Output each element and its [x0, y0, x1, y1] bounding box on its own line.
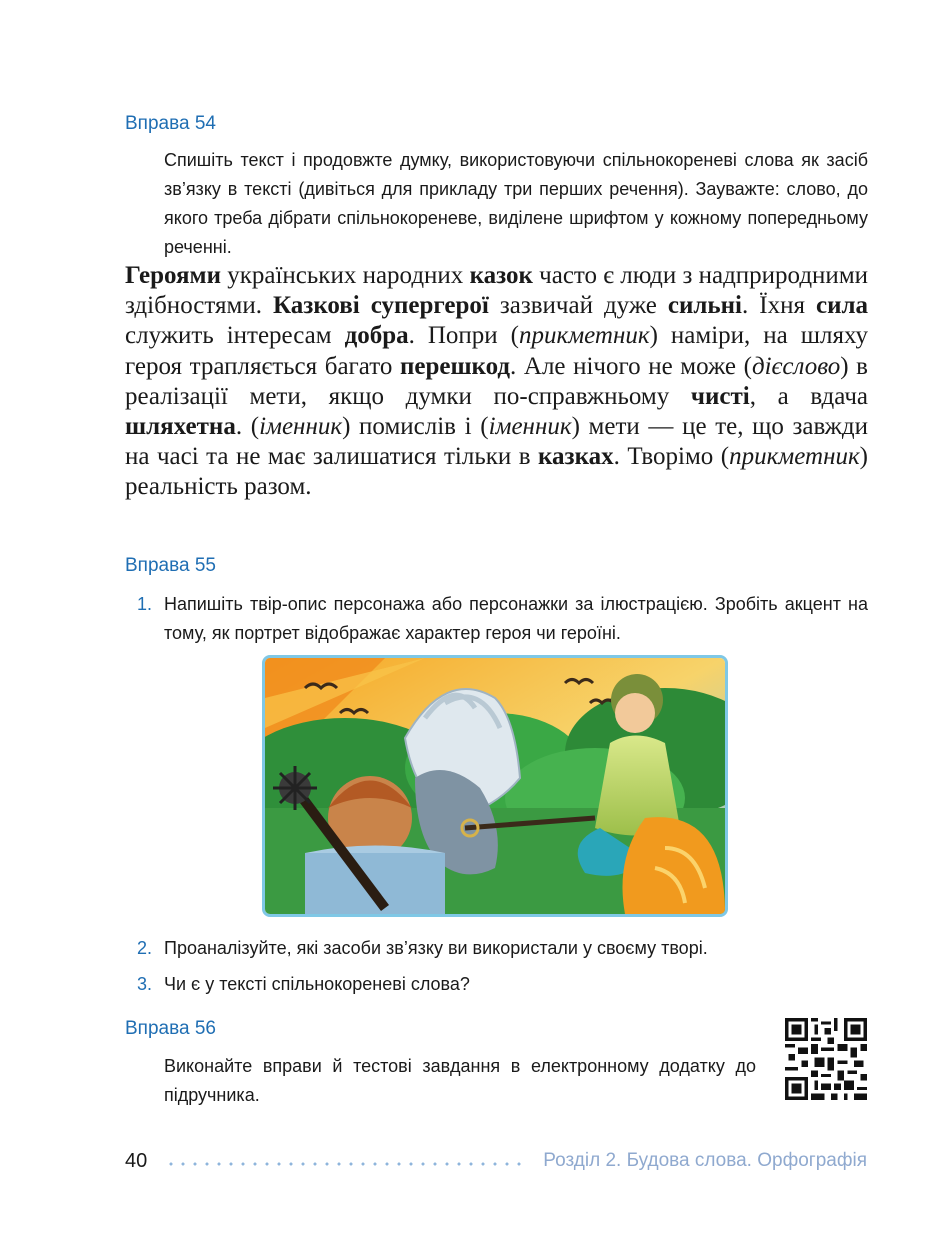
highlighted-word: казок	[469, 262, 533, 289]
story-text-run: . Попри (	[408, 322, 520, 350]
story-text-run: ) реальність разом.	[125, 443, 868, 501]
story-text-run: зазвичай дуже	[488, 292, 668, 320]
task-3-number: 3.	[137, 974, 153, 994]
story-text-run: українських народних	[220, 262, 470, 289]
highlighted-word: сила	[815, 292, 868, 320]
highlighted-word: казках	[538, 443, 614, 471]
story-text-run: . Їхня	[742, 292, 816, 320]
exercise-54-instruction: Спишіть текст і продовжте думку, використовуючи спільнокореневі слова як засіб зв’язку в тексті (дивіться для прикладу три перших речення). Зауважте: слово, до якого треба дібрати спільнокореневе, виділене шрифтом у кожному попередньому реченні.	[164, 150, 868, 257]
story-text-run: . Творімо (	[613, 443, 730, 471]
task-1-number: 1.	[137, 594, 153, 614]
highlighted-word: добра	[344, 322, 409, 350]
placeholder-word: прикметник	[519, 322, 650, 350]
highlighted-word: чисті	[690, 382, 750, 410]
task-1-text: Напишіть твір-опис персонажа або персонажки за ілюстрацією. Зробіть акцент на тому, як портрет відображає характер героя чи героїні.	[164, 594, 868, 643]
exercise-54-heading: Вправа 54	[125, 113, 216, 134]
page-number: 40	[125, 1150, 148, 1172]
story-text-run: ) мети — це те, що завжди на часі та не має залишатися тільки в	[125, 413, 868, 471]
exercise-56-heading: Вправа 56	[125, 1018, 216, 1039]
section-title: Розділ 2. Будова слова. Орфографія	[543, 1150, 867, 1171]
highlighted-word: сильні	[667, 292, 742, 320]
placeholder-word: дієслово	[751, 352, 841, 380]
task-2-number: 2.	[137, 938, 153, 958]
exercise-55-heading: Вправа 55	[125, 555, 216, 576]
story-text-run: . Але нічого не може (	[510, 352, 752, 380]
highlighted-word: Казкові супергерої	[272, 292, 489, 320]
placeholder-word: іменник	[259, 413, 343, 441]
illustration-image	[265, 658, 725, 914]
story-text-run: , а вдача	[749, 382, 868, 410]
story-text-run: . (	[235, 413, 260, 441]
highlighted-word: перешкод	[399, 352, 511, 380]
placeholder-word: прикметник	[729, 443, 860, 471]
highlighted-word: шляхетна	[125, 413, 236, 441]
exercise-54-story-text	[125, 261, 868, 503]
placeholder-word: іменник	[488, 413, 572, 441]
story-text-run: ) помислів і (	[342, 413, 489, 441]
story-text-run: ) наміри, на шляху героя трапляється багато	[125, 322, 868, 380]
story-text-run: ) в реалізації мети, якщо думки по-справжньому	[125, 352, 868, 410]
exercise-56-instruction: Виконайте вправи й тестові завдання в електронному додатку до підручника.	[164, 1056, 756, 1105]
footer-dotted-divider	[165, 1162, 525, 1166]
story-text-run: служить інтересам	[125, 322, 345, 350]
fairy-tale-illustration	[262, 655, 728, 917]
story-text-run: часто є люди з надприродними здібностями.	[125, 262, 869, 320]
task-3-text: Чи є у тексті спільнокореневі слова?	[164, 974, 470, 994]
qr-code-icon[interactable]	[785, 1018, 867, 1100]
task-2-text: Проаналізуйте, які засоби зв’язку ви використали у своєму творі.	[164, 938, 708, 958]
highlighted-word: Героями	[125, 262, 221, 289]
